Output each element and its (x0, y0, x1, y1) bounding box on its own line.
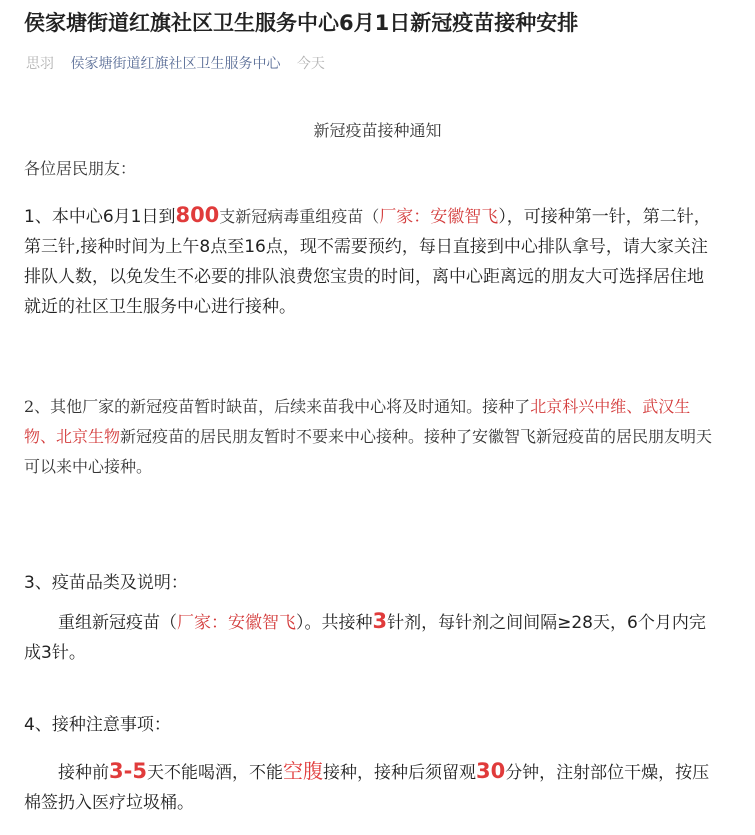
p2-makers: 北京科兴中维、武汉生物、北京生物 (24, 397, 691, 446)
p3-doses: 3 (372, 609, 388, 633)
p3-maker: 厂家：安徽智飞 (177, 613, 296, 633)
greeting: 各位居民朋友： (24, 159, 137, 178)
paragraph-1 (24, 200, 714, 322)
p1-quantity: 800 (175, 203, 220, 227)
p1-maker: 厂家：安徽智飞 (379, 207, 499, 227)
p4-text-a: 接种前 (58, 763, 109, 783)
p4-days: 3-5 (109, 759, 147, 783)
p3-text-c: 针剂，每针剂之间间隔≥28天，6个月内完成3针。 (24, 613, 706, 663)
p4-text-d: 分钟，注射部位干燥，按压棉签扔入医疗垃圾桶。 (24, 763, 710, 813)
p4-text-c: 接种，接种后须留观 (322, 763, 476, 783)
account-link[interactable]: 侯家塘街道红旗社区卫生服务中心 (70, 56, 281, 72)
p2-text-b: 新冠疫苗的居民朋友暂时不要来中心接种。接种了安徽智飞新冠疫苗的居民朋友明天可以来中心接种。 (24, 427, 713, 476)
paragraph-3 (24, 606, 714, 668)
p1-text-a: 1、本中心6月1日到 (24, 207, 176, 227)
p4-fasting: 空腹 (282, 759, 323, 783)
notice-title: 新冠疫苗接种通知 (313, 121, 442, 140)
section-3-heading: 3、疫苗品类及说明： (24, 573, 188, 593)
p4-minutes: 30 (475, 759, 506, 783)
author-name: 思羽 (26, 56, 54, 72)
p3-text-b: ）。共接种 (296, 613, 373, 633)
paragraph-2 (24, 392, 714, 482)
p1-text-b: 支新冠病毒重组疫苗（ (219, 207, 380, 226)
p4-text-b: 天不能喝酒，不能 (146, 763, 283, 783)
p2-text-a: 2、其他厂家的新冠疫苗暂时缺苗，后续来苗我中心将及时通知。接种了 (24, 397, 531, 416)
paragraph-4 (24, 756, 714, 818)
publish-date: 今天 (296, 56, 325, 72)
article-title: 侯家塘街道红旗社区卫生服务中心6月1日新冠疫苗接种安排 (24, 11, 579, 35)
p3-text-a: 重组新冠疫苗（ (58, 613, 177, 633)
article-meta (26, 54, 325, 74)
p1-text-c: ），可接种第一针，第二针，第三针,接种时间为上午8点至16点，现不需要预约，每日直接到中心排队拿号，请大家关注排队人数，以免发生不必要的排队浪费您宝贵的时间，离中心距离远的朋友大可选择居住地就近的社区卫生服务中心进行接种。 (24, 207, 711, 317)
section-4-heading: 4、接种注意事项： (24, 715, 171, 735)
